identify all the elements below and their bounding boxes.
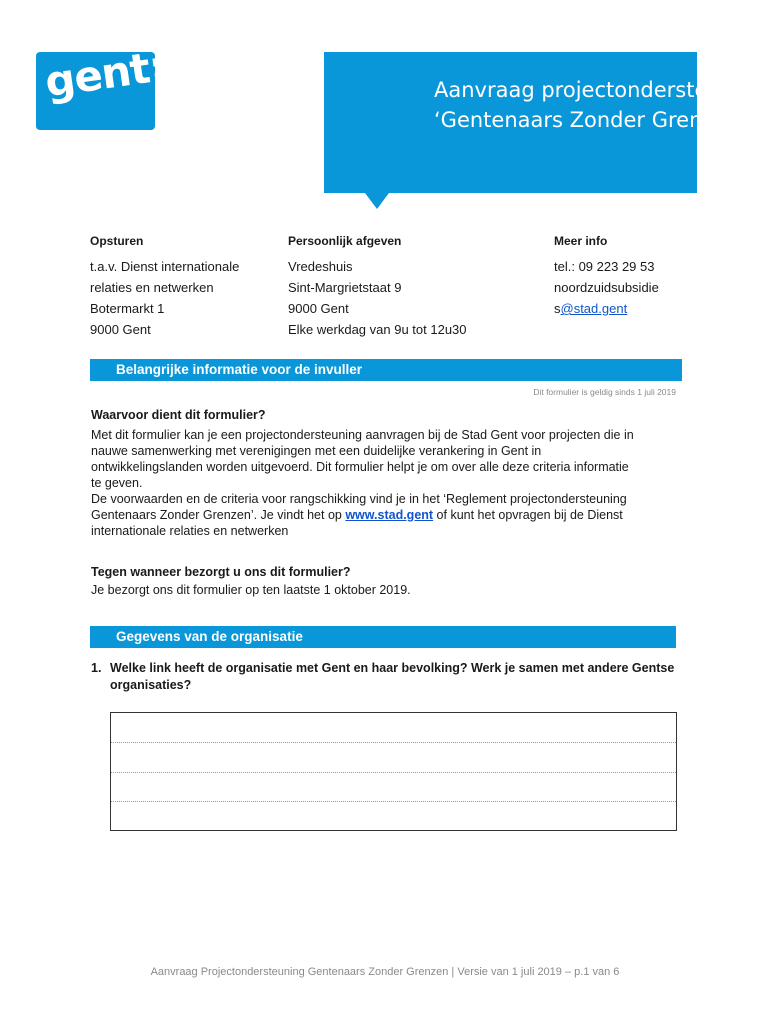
question-text: Welke link heeft de organisatie met Gent en haar bevolking? Werk je samen met andere Gentse organisaties?	[110, 661, 675, 692]
contact-email-local: noordzuidsubsidie	[554, 280, 659, 295]
gent-logo	[36, 41, 168, 130]
contact-send-line: 9000 Gent	[90, 322, 151, 337]
contact-info	[554, 234, 659, 319]
contact-phone: tel.: 09 223 29 53	[554, 259, 655, 274]
contact-info-heading: Meer info	[554, 234, 608, 248]
purpose-heading: Waarvoor dient dit formulier?	[91, 408, 266, 422]
section-header-info: Belangrijke informatie voor de invuller	[90, 359, 682, 381]
contact-email-prefix: s	[554, 301, 561, 316]
website-link[interactable]: www.stad.gent	[345, 508, 434, 522]
logo-text: gent:	[42, 41, 168, 107]
purpose-line: nauwe samenwerking met verenigingen met een duidelijke verankering in Gent in	[91, 444, 542, 458]
purpose-paragraph	[91, 427, 683, 539]
purpose-line: De voorwaarden en de criteria voor rangschikking vind je in het ‘Reglement projectondersteuning	[91, 492, 627, 506]
contact-deliver-line: Elke werkdag van 9u tot 12u30	[288, 322, 467, 337]
section-header-organisation: Gegevens van de organisatie	[90, 626, 676, 648]
answer-line	[111, 772, 676, 773]
contact-send-heading: Opsturen	[90, 234, 144, 248]
contact-email	[554, 298, 659, 319]
answer-line	[111, 801, 676, 802]
purpose-line-with-link	[91, 507, 683, 523]
purpose-line: te geven.	[91, 476, 143, 490]
contact-send-line: t.a.v. Dienst internationale	[90, 259, 240, 274]
contact-send	[90, 234, 239, 340]
contact-deliver-line: Sint-Margrietstaat 9	[288, 280, 402, 295]
answer-line	[111, 742, 676, 743]
page-footer: Aanvraag Projectondersteuning Gentenaars Zonder Grenzen | Versie van 1 juli 2019 – p.1 van 6	[150, 966, 620, 978]
contact-send-line: Botermarkt 1	[90, 301, 165, 316]
question-number: 1.	[91, 661, 102, 675]
title-line-1: Aanvraag projectonderste	[434, 78, 708, 102]
deadline-heading: Tegen wanneer bezorgt u ons dit formulier?	[91, 565, 351, 579]
contact-deliver-line: 9000 Gent	[288, 301, 349, 316]
title-line-2: ‘Gentenaars Zonder Gren	[434, 108, 703, 132]
purpose-line: Gentenaars Zonder Grenzen’. Je vindt het op	[91, 508, 346, 522]
title-banner-notch	[365, 193, 389, 209]
purpose-line: ontwikkelingslanden worden uitgevoerd. Dit formulier helpt je om over alle deze criteria informatie	[91, 460, 629, 474]
purpose-line: Met dit formulier kan je een projectondersteuning aanvragen bij de Stad Gent voor projecten die in	[91, 428, 634, 442]
purpose-line: internationale relaties en netwerken	[91, 524, 289, 538]
purpose-line-tail: of kunt het opvragen bij de Dienst	[433, 508, 623, 522]
contact-deliver-heading: Persoonlijk afgeven	[288, 234, 402, 248]
answer-field[interactable]	[110, 712, 677, 831]
deadline-text: Je bezorgt ons dit formulier op ten laatste 1 oktober 2019.	[91, 583, 411, 597]
validity-note: Dit formulier is geldig sinds 1 juli 2019	[533, 387, 676, 397]
title-banner	[324, 52, 708, 193]
contact-deliver	[288, 234, 467, 340]
email-link[interactable]: @stad.gent	[560, 301, 628, 316]
contact-send-line: relaties en netwerken	[90, 280, 214, 295]
contact-deliver-line: Vredeshuis	[288, 259, 353, 274]
